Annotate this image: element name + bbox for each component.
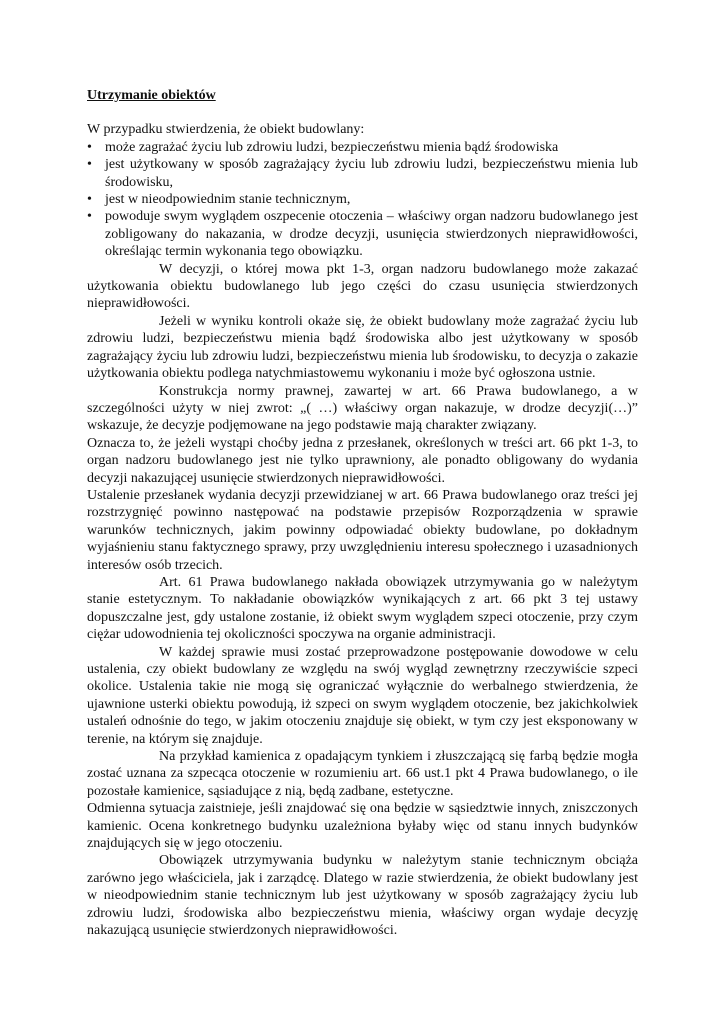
paragraph: Jeżeli w wyniku kontroli okaże się, że obiekt budowlany może zagrażać życiu lub zdrowiu ludzi, bezpieczeństwu mienia bądź środowiska albo jest użytkowany w sposób zagrażający życiu lub zdrowiu ludzi, bezpieczeństwu mienia lub środowisku, to decyzja o zakazie użytkowania obiektu podlega natychmiastowemu wykonaniu i może być ogłoszona ustnie. [87,313,638,382]
list-item [87,208,638,260]
paragraph: Art. 61 Prawa budowlanego nakłada obowiązek utrzymywania go w należytym stanie estetycznym. To nakładanie obowiązków wynikających z art. 66 pkt 3 tej ustawy dopuszczalne jest, gdy ustalone zostanie, iż obiekt swym wyglądem szpeci otoczenie, przy czym ciężar udowodnienia tej okoliczności spoczywa na organie administracji. [87,574,638,643]
paragraph: Na przykład kamienica z opadającym tynkiem i złuszczającą się farbą będzie mogła zostać uznana za szpecąca otoczenie w rozumieniu art. 66 ust.1 pkt 4 Prawa budowlanego, o ile pozostałe kamienice, sąsiadujące z nią, będą zadbane, estetyczne. [87,749,638,799]
paragraph: Konstrukcja normy prawnej, zawartej w art. 66 Prawa budowlanego, a w szczególności użyty w niej zwrot: „( …) właściwy organ nakazuje, w drodze decyzji(…)” wskazuje, że decyzje podjęmowane na jego podstawie mają charakter związany. [87,383,638,434]
list-item-text: powoduje swym wyglądem oszpecenie otoczenia – właściwy organ nadzoru budowlanego jest zobligowany do nakazania, w drodze decyzji, usunięcia stwierdzonych nieprawidłowości, określając termin wykonania tego obowiązku. [105,209,638,260]
bullet-icon: • [87,139,92,155]
paragraph: W każdej sprawie musi zostać przeprowadzone postępowanie dowodowe w celu ustalenia, czy obiekt budowlany ze względu na swój wygląd zewnętrzny rzeczywiście szpeci okolice. Ustalenia takie nie mogą się ograniczać wyłącznie do werbalnego stwierdzenia, że ujawnione usterki obiektu powodują, iż szpeci on swym wyglądem otoczenie, bez jakichkolwiek ustaleń odnośnie do tego, w jakim otoczeniu znajduje się obiekt, w tym czy jest eksponowany w terenie, na którym się znajduje. [87,644,638,747]
document-title: Utrzymanie obiektów [87,88,216,103]
list-item-text: jest użytkowany w sposób zagrażający życiu lub zdrowiu ludzi, bezpieczeństwu mienia lub środowisku, [105,157,638,190]
document-page [87,87,638,940]
paragraph: W decyzji, o której mowa pkt 1-3, organ nadzoru budowlanego może zakazać użytkowania obiektu budowlanego lub jego części do czasu usunięcia stwierdzonych nieprawidłowości. [87,261,638,312]
conditions-list [87,139,638,261]
list-item-text: jest w nieodpowiednim stanie technicznym, [105,192,351,208]
list-item [87,156,638,191]
bullet-icon: • [87,209,92,225]
paragraph: Obowiązek utrzymywania budynku w należytym stanie technicznym obciąża zarówno jego właściciela, jak i zarządcę. Dlatego w razie stwierdzenia, że obiekt budowlany jest w nieodpowiednim stanie technicznym lub jest użytkowany w sposób zagrażający życiu lub zdrowiu ludzi, środowiska albo bezpieczeństwu mienia, właściwy organ wydaje decyzję nakazującą usunięcie stwierdzonych nieprawidłowości. [87,853,638,939]
paragraph: Oznacza to, że jeżeli wystąpi choćby jedna z przesłanek, określonych w treści art. 66 pkt 1-3, to organ nadzoru budowlanego jest nie tylko uprawniony, ale ponadto obligowany do wydania decyzji nakazującej usunięcie stwierdzonych nieprawidłowości. [87,435,638,486]
paragraph: Odmienna sytuacja zaistnieje, jeśli znajdować się ona będzie w sąsiedztwie innych, zniszczonych kamienic. Ocena konkretnego budynku uzależniona byłaby więc od stanu innych budynków znajdujących się w jego otoczeniu. [87,801,638,852]
paragraph: Ustalenie przesłanek wydania decyzji przewidzianej w art. 66 Prawa budowlanego oraz treści jej rozstrzygnięć powinno następować na podstawie przepisów Rozporządzenia w sprawie warunków technicznych, jakim powinny odpowiadać obiekty budowlane, po dokładnym wyjaśnieniu stanu faktycznego sprawy, przy uwzględnieniu interesu społecznego i uzasadnionych interesów osób trzecich. [87,487,638,573]
bullet-icon: • [87,192,92,208]
list-item-text: może zagrażać życiu lub zdrowiu ludzi, bezpieczeństwu mienia bądź środowiska [105,139,559,155]
list-item [87,139,638,156]
bullet-icon: • [87,157,92,173]
intro-paragraph: W przypadku stwierdzenia, że obiekt budowlany: [87,122,365,138]
list-item [87,191,638,208]
